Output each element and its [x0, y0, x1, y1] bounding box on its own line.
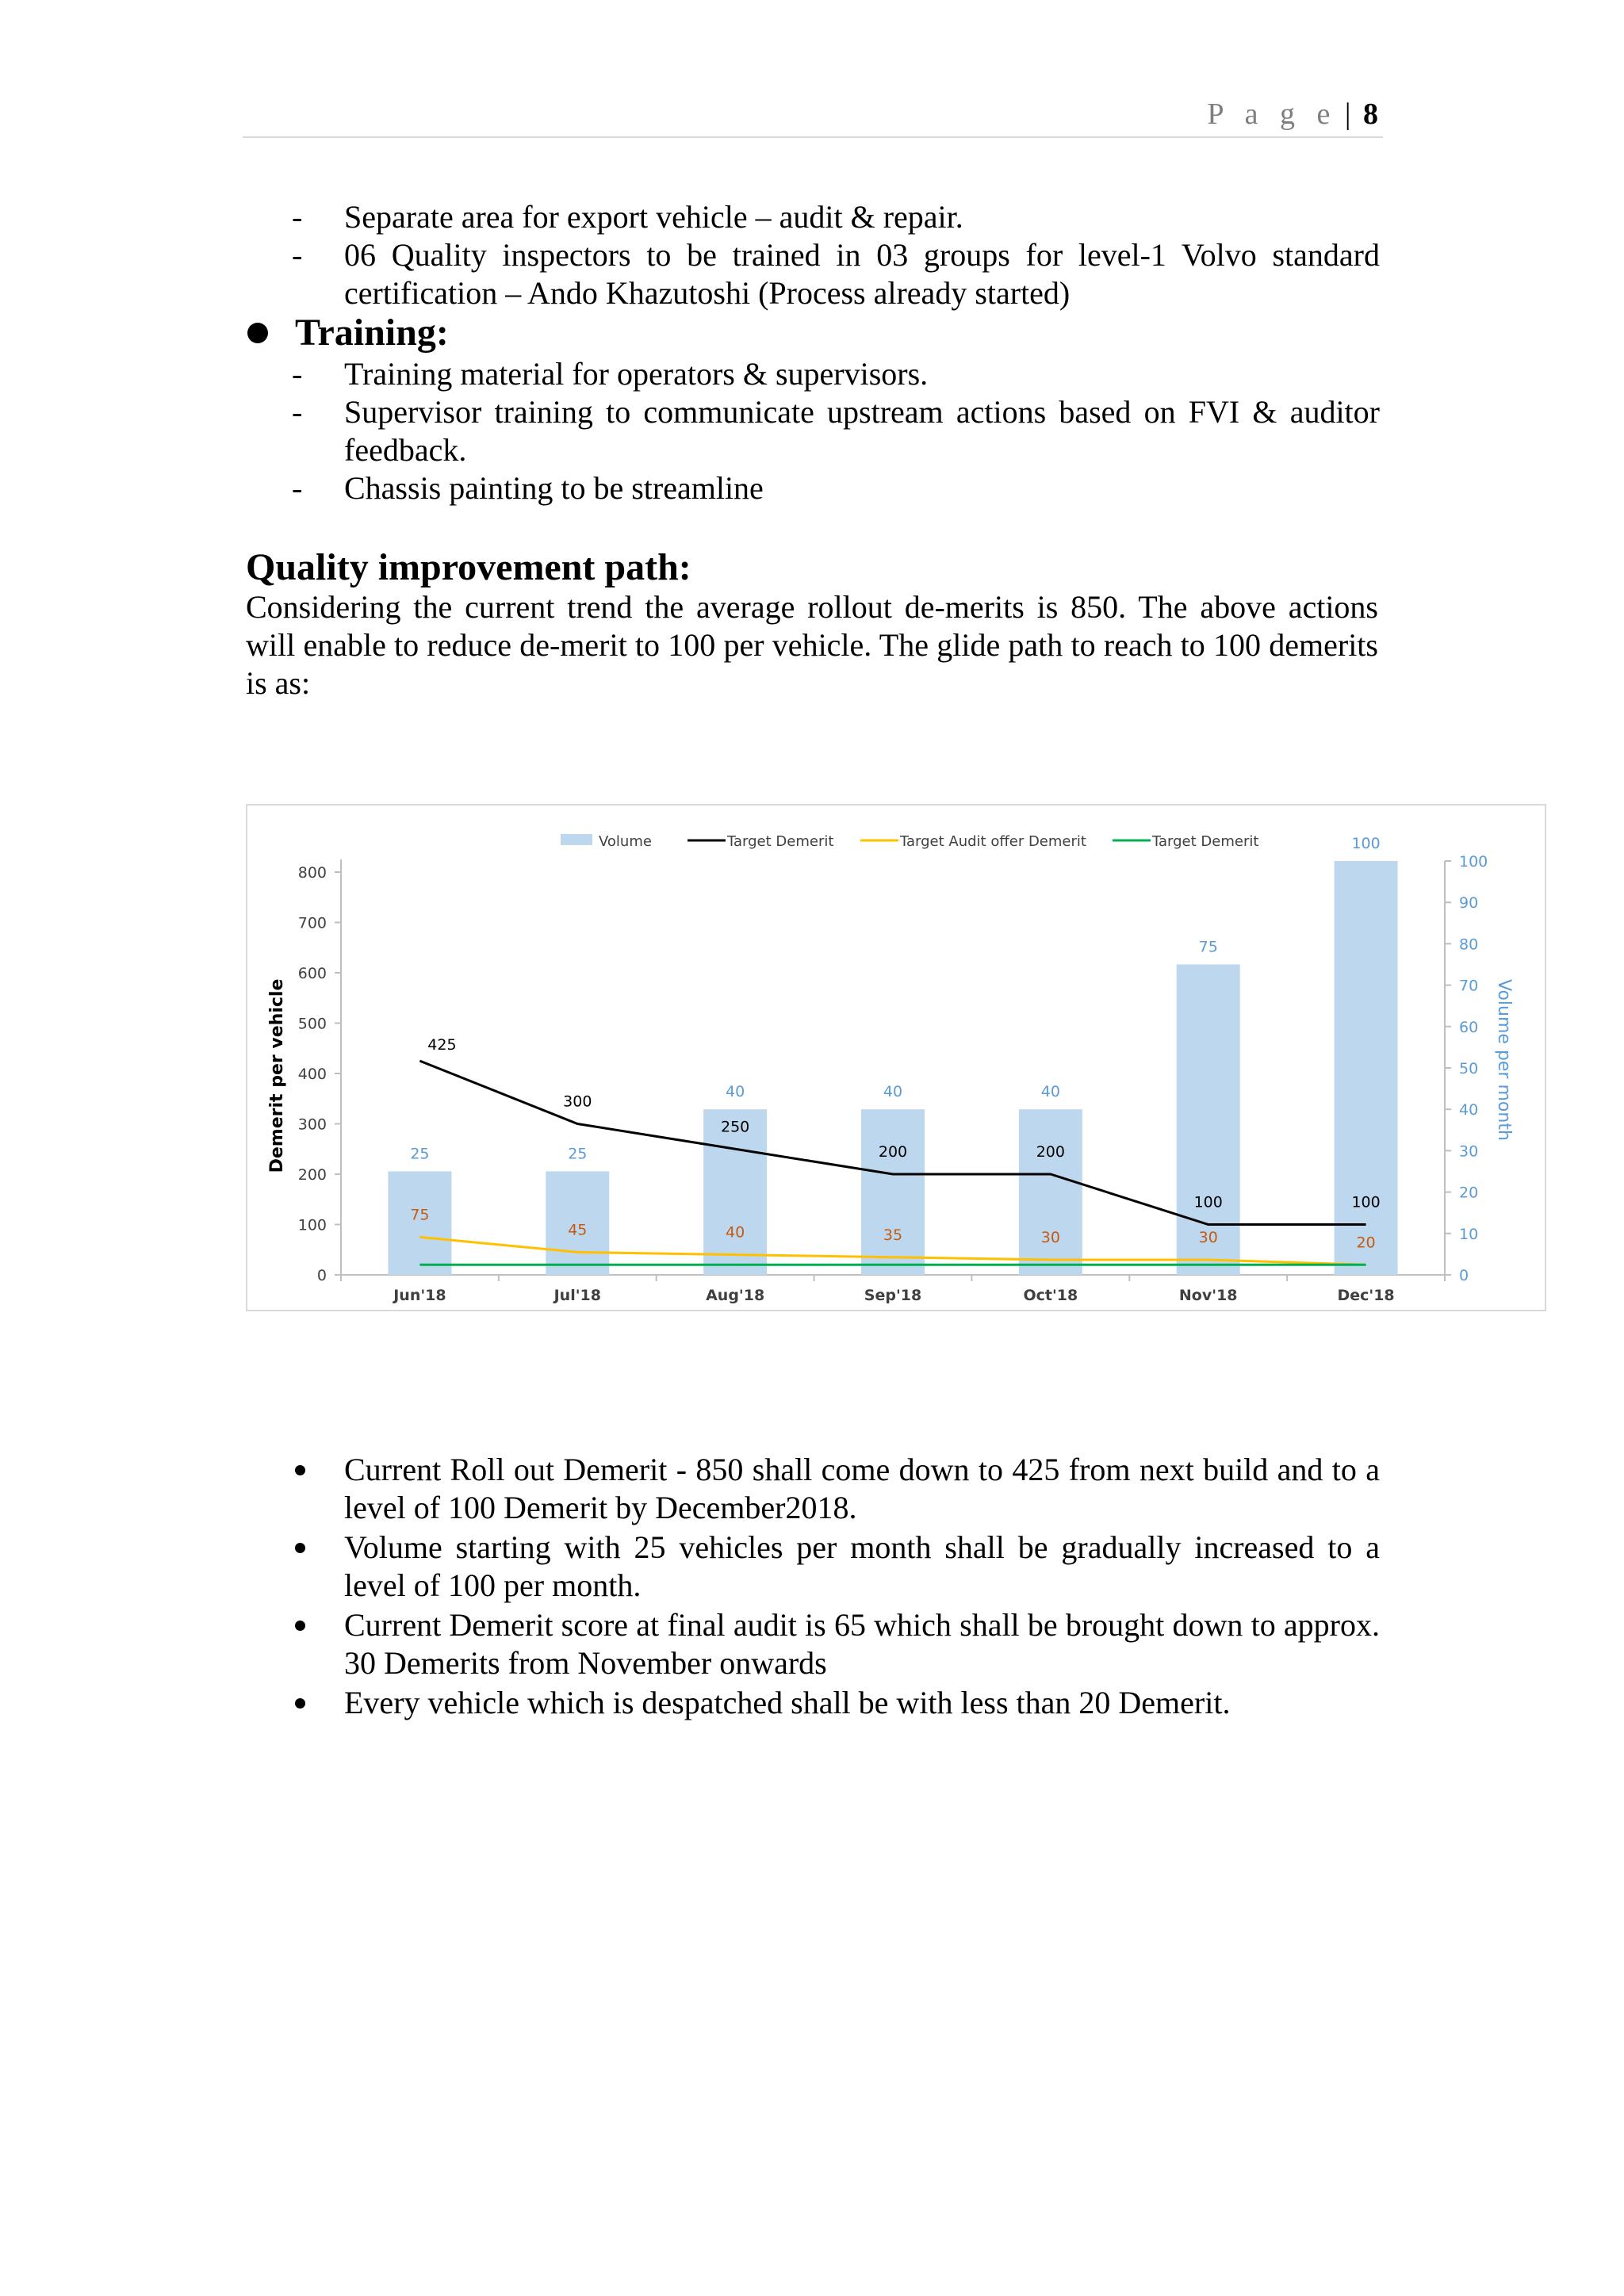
- volume-data-label: 25: [410, 1145, 430, 1163]
- volume-bar: [861, 1109, 925, 1275]
- line-data-label: 200: [878, 1143, 908, 1161]
- volume-data-label: 40: [1040, 1083, 1060, 1101]
- training-heading: [243, 311, 449, 354]
- x-tick-label: Jul'18: [553, 1287, 601, 1304]
- line-data-label: 300: [563, 1093, 592, 1111]
- y2-tick-label: 70: [1459, 977, 1479, 995]
- training-list: [292, 355, 1380, 507]
- y2-tick-label: 80: [1459, 936, 1479, 954]
- line-data-label: 30: [1040, 1228, 1060, 1246]
- x-tick-label: Aug'18: [706, 1287, 765, 1304]
- legend-label: Volume: [599, 833, 652, 850]
- line-data-label: 20: [1356, 1234, 1376, 1252]
- summary-bullet-list: [292, 1451, 1380, 1724]
- x-tick-label: Jun'18: [393, 1287, 446, 1304]
- y-tick-label: 200: [297, 1166, 327, 1184]
- top-dash-list: [292, 198, 1380, 312]
- line-data-label: 100: [1193, 1193, 1223, 1211]
- line-data-label: 75: [410, 1206, 430, 1224]
- volume-data-label: 25: [568, 1145, 588, 1163]
- y2-tick-label: 0: [1459, 1267, 1469, 1284]
- line-data-label: 100: [1351, 1193, 1381, 1211]
- dash-bullet: -: [292, 356, 303, 392]
- list-item: Volume starting with 25 vehicles per month shall be gradually increased to a level of 100 per month.: [292, 1529, 1380, 1605]
- line-data-label: 425: [427, 1036, 457, 1054]
- legend-label: Target Audit offer Demerit: [900, 833, 1086, 850]
- volume-data-label: 40: [883, 1083, 903, 1101]
- volume-data-label: 40: [726, 1083, 745, 1101]
- y-tick-label: 500: [297, 1015, 327, 1033]
- volume-data-label: 75: [1198, 938, 1218, 956]
- volume-bar: [1335, 861, 1398, 1275]
- y2-tick-label: 40: [1459, 1101, 1479, 1119]
- y-tick-label: 100: [297, 1216, 327, 1234]
- bullet-dot-icon: [295, 1621, 305, 1631]
- chart-svg: [247, 806, 1545, 1310]
- page-number-block: [1207, 97, 1378, 132]
- line-data-label: 35: [883, 1226, 903, 1244]
- page-header: [243, 94, 1383, 138]
- line-data-label: 45: [568, 1221, 588, 1239]
- line-data-label: 30: [1198, 1228, 1218, 1246]
- dash-bullet: -: [292, 394, 303, 430]
- x-tick-label: Dec'18: [1337, 1287, 1395, 1304]
- y-tick-label: 700: [297, 914, 327, 932]
- dash-bullet: -: [292, 470, 303, 506]
- y2-tick-label: 10: [1459, 1225, 1479, 1243]
- y2-tick-label: 30: [1459, 1142, 1479, 1161]
- x-tick-label: Nov'18: [1178, 1287, 1238, 1304]
- dash-bullet: -: [292, 199, 303, 235]
- x-tick-label: Oct'18: [1023, 1287, 1078, 1304]
- y-tick-label: 300: [297, 1115, 327, 1134]
- volume-data-label: 100: [1351, 835, 1381, 852]
- demerit-volume-chart: [246, 804, 1546, 1311]
- line-data-label: 40: [726, 1223, 745, 1242]
- bullet-dot-icon: [295, 1698, 305, 1709]
- volume-bar: [1019, 1109, 1082, 1275]
- y2-tick-label: 100: [1459, 853, 1488, 871]
- page-label: P a g e: [1207, 98, 1338, 131]
- y2-tick-label: 50: [1459, 1060, 1479, 1077]
- training-heading-text: Training:: [295, 312, 449, 354]
- page-number: 8: [1363, 98, 1378, 131]
- y2-tick-label: 90: [1459, 894, 1479, 913]
- bullet-dot-icon: [295, 1465, 305, 1475]
- list-item: Current Roll out Demerit - 850 shall come down to 425 from next build and to a level of 100 Demerit by December2018.: [292, 1451, 1380, 1527]
- page-separator: |: [1344, 98, 1351, 131]
- filled-circle-bullet-icon: [247, 323, 268, 343]
- line-data-label: 200: [1036, 1143, 1065, 1161]
- quality-paragraph: Considering the current trend the average rollout de-merits is 850. The above actions will enable to reduce de-merit to 100 per vehicle. The glide path to reach to 100 demerits is as:: [246, 589, 1378, 701]
- y-tick-label: 800: [297, 864, 327, 882]
- list-item: Every vehicle which is despatched shall be with less than 20 Demerit.: [292, 1684, 1380, 1722]
- legend-label: Target Demerit: [727, 833, 834, 850]
- list-item: - 06 Quality inspectors to be trained in 03 groups for level-1 Volvo standard certification – Ando Khazutoshi (Process already started): [292, 237, 1380, 311]
- list-item: - Chassis painting to be streamline: [292, 470, 764, 506]
- list-item: - Training material for operators & supervisors.: [292, 356, 929, 392]
- y-tick-label: 400: [297, 1066, 327, 1083]
- y-tick-label: 600: [297, 965, 327, 982]
- y-axis-title: Demerit per vehicle: [267, 978, 287, 1173]
- legend-swatch: [561, 834, 592, 845]
- list-item: Current Demerit score at final audit is 65 which shall be brought down to approx. 30 Demerits from November onwards: [292, 1606, 1380, 1682]
- y2-tick-label: 20: [1459, 1184, 1479, 1202]
- x-tick-label: Sep'18: [864, 1287, 922, 1304]
- dash-bullet: -: [292, 237, 303, 273]
- section-title: Quality improvement path:: [246, 546, 691, 588]
- y-tick-label: 0: [316, 1267, 327, 1284]
- bullet-dot-icon: [295, 1543, 305, 1553]
- line-data-label: 250: [721, 1118, 750, 1136]
- list-item: - Separate area for export vehicle – audit & repair.: [292, 199, 963, 235]
- list-item: - Supervisor training to communicate upstream actions based on FVI & auditor feedback.: [292, 394, 1380, 468]
- y2-axis-title: Volume per month: [1494, 979, 1514, 1141]
- y2-tick-label: 60: [1459, 1018, 1479, 1036]
- legend-label: Target Demerit: [1152, 833, 1259, 850]
